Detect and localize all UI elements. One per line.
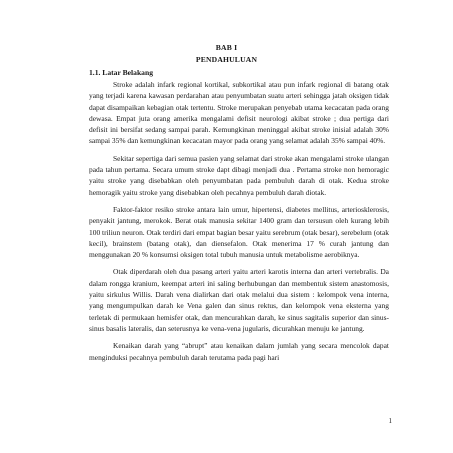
- section-heading: 1.1. Latar Belakang: [89, 68, 153, 77]
- paragraph-3: Faktor-faktor resiko stroke antara lain umur, hipertensi, diabetes mellitus, arteriosklerosis, penyakit jantung, merokok. Berat otak manusia sekitar 1400 gram dan tersusun oleh kurang lebih 100 triliun neuron. Otak terdiri dari empat bagian besar yaitu serebrum (otak besar), serebelum (otak kecil), brainstem (batang otak), dan diensefalon. Otak menerima 17 % curah jantung dan menggunakan 20 % konsumsi oksigen total tubuh manusia untuk metabolisme aerobiknya.: [89, 204, 389, 260]
- paragraph-2: Sekitar sepertiga dari semua pasien yang selamat dari stroke akan mengalami stroke ulangan pada tahun pertama. Secara umum stroke dapt dibagi menjadi dua . Pertama stroke non hemoragic yaitu stroke yang disebabkan oleh penyumbatan pada pembuluh darah di otak. Kedua stroke hemoragik yaitu stroke yang disebabkan oleh pecahnya pembuluh darah diotak.: [89, 153, 389, 197]
- paragraph-4: Otak diperdarah oleh dua pasang arteri yaitu arteri karotis interna dan arteri vertebralis. Da dalam rongga kranium, keempat arteri ini saling berhubungan dan membentuk sistem anastomosis, yaitu sirkulus Willis. Darah vena dialirkan dari otak melalui dua sistem : kelompok vena interna, yang mengumpulkan darah ke Vena galen dan sinus rektus, dan kelompok vena eksterna yang terletak di permukaan hemisfer otak, dan mencurahkan darah, ke sinus sagitalis superior dan sinus-sinus basalis lateralis, dan seterusnya ke vena-vena jugularis, dicurahkan menuju ke jantung.: [89, 267, 389, 333]
- paragraph-5: Kenaikan darah yang “abrupt” atau kenaikan dalam jumlah yang secara mencolok dapat menginduksi pecahnya pembuluh darah terutama pada pagi hari: [89, 341, 389, 362]
- body-text: [89, 79, 389, 369]
- paragraph-1: Stroke adalah infark regional kortikal, subkortikal atau pun infark regional di batang otak yang terjadi karena kawasan perdarahan atau penyumbatan suatu arteri sehingga jatah oksigen tidak dapat disampaikan kebagian otak tertentu. Stroke merupakan penyebab utama kecacatan pada orang dewasa. Empat juta orang amerika mengalami defisit neurologi akibat stroke ; dua pertiga dari defisit ini bersifat sedang sampai parah. Kemungkinan meninggal akibat stroke inisial adalah 30% sampai 35% dan kemungkinan kecacatan mayor pada orang yang selamat adalah 35% sampai 40%.: [89, 80, 389, 146]
- chapter-title: PENDAHULUAN: [195, 55, 258, 64]
- page-number: 1: [388, 417, 392, 425]
- chapter-number: BAB I: [215, 43, 238, 52]
